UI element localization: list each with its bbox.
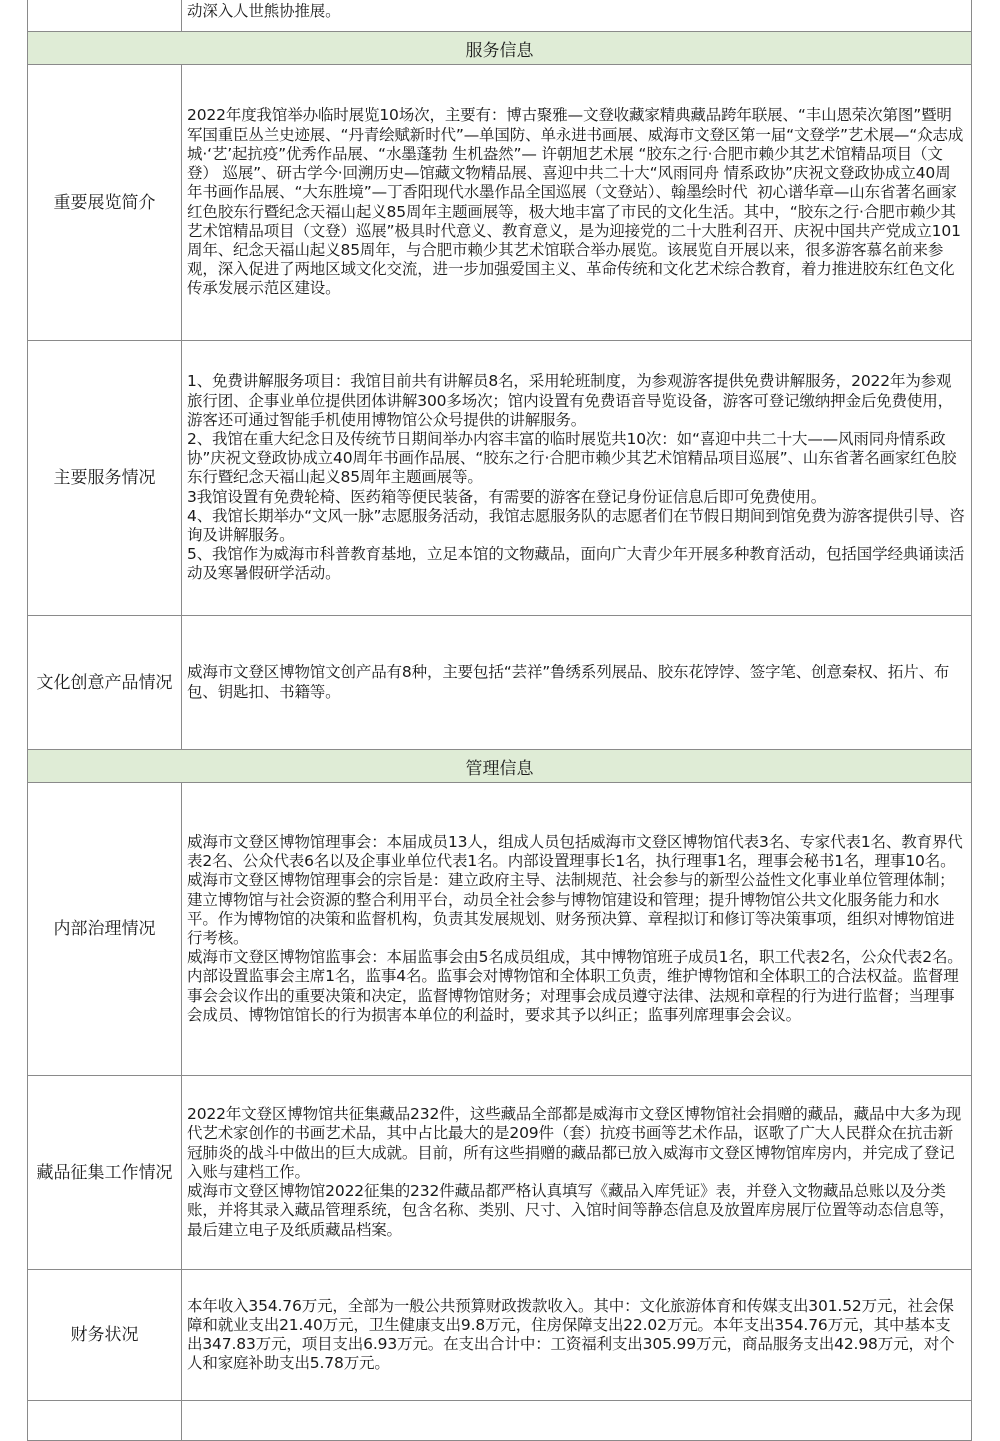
row-label-next (28, 1401, 182, 1440)
row-label-creative: 文化创意产品情况 (28, 616, 182, 749)
table-row-services (27, 341, 972, 616)
row-content-next (182, 1401, 971, 1440)
table-row-finance (27, 1270, 972, 1401)
section-header-management: 管理信息 (27, 750, 972, 783)
row-label-exhibitions: 重要展览简介 (28, 65, 182, 340)
row-label-governance: 内部治理情况 (28, 783, 182, 1075)
annual-report-table (27, 0, 972, 1441)
row-label-finance: 财务状况 (28, 1270, 182, 1400)
row-content-services: 1、免费讲解服务项目：我馆目前共有讲解员8名，采用轮班制度，为参观游客提供免费讲解服务，2022年为参观旅行团、企事业单位提供团体讲解300多场次；馆内设置有免费语音导览设备，游客可登记缴纳押金后免费使用，游客还可通过智能手机使用博物馆公众号提供的讲解服务。 2、我馆在重大纪念日及传统节日期间举办内容丰富的临时展览共10次：如“喜迎中共二十大——风雨同舟情系政协”庆祝文登政协成立40周年书画作品展、“胶东之行·合肥市赖少其艺术馆精品项目巡展”、山东省著名画家红色胶东行暨纪念天福山起义85周年主题画展等。 3我馆设置有免费轮椅、医药箱等便民装备，有需要的游客在登记身份证信息后即可免费使用。 4、我馆长期举办“文风一脉”志愿服务活动，我馆志愿服务队的志愿者们在节假日期间到馆免费为游客提供引导、咨询及讲解服务。 5、我馆作为威海市科普教育基地，立足本馆的文物藏品，面向广大青少年开展多种教育活动，包括国学经典诵读活动及寒暑假研学活动。 (187, 372, 965, 583)
row-content-governance: 威海市文登区博物馆理事会：本届成员13人，组成人员包括威海市文登区博物馆代表3名、专家代表1名、教育界代表2名、公众代表6名以及企事业单位代表1名。内部设置理事长1名，执行理事1名，理事会秘书1名，理事10名。 威海市文登区博物馆理事会的宗旨是：建立政府主导、法制规范、社会参与的新型公益性文化事业单位管理体制；建立博物馆与社会资源的整合利用平台，动员全社会参与博物馆建设和管理；提升博物馆公共文化服务能力和水平。作为博物馆的决策和监督机构，负责其发展规划、财务预决算、章程拟订和修订等决策事项，组织对博物馆进行考核。 威海市文登区博物馆监事会：本届监事会由5名成员组成，其中博物馆班子成员1名，职工代表2名，公众代表2名。内部设置监事会主席1名，监事4名。监事会对博物馆和全体职工负责，维护博物馆和全体职工的合法权益。监督理事会会议作出的重要决策和决定，监督博物馆财务；对理事会成员遵守法律、法规和章程的行为进行监督；当理事会成员、博物馆馆长的行为损害本单位的利益时，要求其予以纠正；监事列席理事会会议。 (187, 832, 963, 1024)
row-label-collection: 藏品征集工作情况 (28, 1076, 182, 1269)
table-row-collection (27, 1076, 972, 1270)
row-content-finance: 本年收入354.76万元，全部为一般公共预算财政拨款收入。其中：文化旅游体育和传媒支出301.52万元，社会保障和就业支出21.40万元，卫生健康支出9.8万元，住房保障支出22.02万元。本年支出354.76万元，其中基本支出347.83万元，项目支出6.93万元。在支出合计中：工资福利支出305.99万元，商品服务支出42.98万元，对个人和家庭补助支出5.78万元。 (187, 1296, 955, 1373)
table-row-exhibitions (27, 65, 972, 341)
row-label-empty (28, 0, 182, 31)
row-content-creative: 威海市文登区博物馆文创产品有8种，主要包括“芸祥”鲁绣系列展品、胶东花饽饽、签字笔、创意秦权、拓片、布包、钥匙扣、书籍等。 (187, 663, 950, 701)
table-row-next (27, 1401, 972, 1441)
row-content-fragment: 动深入人世熊协推展。 (187, 2, 341, 21)
row-content-collection: 2022年文登区博物馆共征集藏品232件，这些藏品全部都是威海市文登区博物馆社会捐赠的藏品，藏品中大多为现代艺术家创作的书画艺术品，其中占比最大的是209件（套）抗疫书画等艺术作品，讴歌了广大人民群众在抗击新冠肺炎的战斗中做出的巨大成就。目前，所有这些捐赠的藏品都已放入威海市文登区博物馆库房内，并完成了登记入账与建档工作。 威海市文登区博物馆2022征集的232件藏品都严格认真填写《藏品入库凭证》表，并登入文物藏品总账以及分类账，并将其录入藏品管理系统，包含名称、类别、尺寸、入馆时间等静态信息及放置库房展厅位置等动态信息等，最后建立电子及纸质藏品档案。 (187, 1105, 962, 1239)
row-content-exhibitions: 2022年度我馆举办临时展览10场次，主要有：博古聚雅—文登收藏家精典藏品跨年联展、“丰山恩荣次第图”暨明军国重臣丛兰史迹展、“丹青绘赋新时代”—单国防、单永进书画展、威海市文登区第一届“文登学”艺术展—“众志成城·‘艺’起抗疫”优秀作品展、“水墨蓬勃 生机盎然”— 许朝旭艺术展 “胶东之行·合肥市赖少其艺术馆精品项目（文登） 巡展”、研古学今·回溯历史—馆藏文物精品展、喜迎中共二十大“风雨同舟 情系政协”庆祝文登政协成立40周年书画作品展、“大东胜境”—丁香阳现代水墨作品全国巡展（文登站）、翰墨绘时代 初心谱华章—山东省著名画家红色胶东行暨纪念天福山起义85周年主题画展等，极大地丰富了市民的文化生活。其中，“胶东之行·合肥市赖少其艺术馆精品项目（文登）巡展”极具时代意义、教育意义，是为迎接党的二十大胜利召开、庆祝中国共产党成立101周年、纪念天福山起义85周年，与合肥市赖少其艺术馆联合举办展览。该展览自开展以来，很多游客慕名前来参观，深入促进了两地区域文化交流，进一步加强爱国主义、革命传统和文化艺术综合教育，着力推进胶东红色文化传承发展示范区建设。 (187, 106, 964, 298)
row-label-services: 主要服务情况 (28, 341, 182, 615)
section-header-service: 服务信息 (27, 32, 972, 65)
table-row-top-fragment (27, 0, 972, 32)
table-row-governance (27, 783, 972, 1076)
table-row-creative (27, 616, 972, 750)
